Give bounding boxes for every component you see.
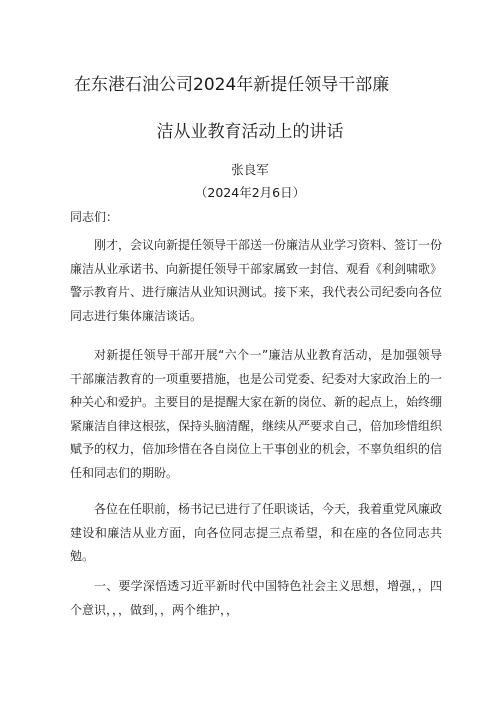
paragraph-2: 对新提任领导干部开展“六个一”廉洁从业教育活动，是加强领导干部廉洁教育的一项重要措施，也是公司党委、纪委对大家政治上的一种关心和爱护。主要目的是提醒大家在新的岗位、新的起点上，始终绷紧廉洁自律这根弦，保持头脑清醒，继续从严要求自己，倍加珍惜组织赋予的权力，倍加珍惜在各自岗位上干事创业的机会，不辜负组织的信任和同志们的期盼。: [70, 348, 443, 480]
paragraph-3: 各位在任职前，杨书记已进行了任职谈话，今天，我着重党风廉政建设和廉洁从业方面，向各位同志提三点希望，和在座的各位同志共勉。: [70, 502, 443, 563]
document-title-line-2: 洁从业教育活动上的讲话: [156, 122, 344, 142]
paragraph-4: 一、要学深悟透习近平新时代中国特色社会主义思想，增强，，四个意识，，，做到，，两个维护，，: [70, 579, 442, 617]
speech-date: （2024年2月6日）: [194, 185, 306, 200]
paragraph-1: 刚才，会议向新提任领导干部送一份廉洁从业学习资料、签订一份廉洁从业承诺书、向新提任领导干部家属致一封信、观看《利剑啸歌》警示教育片、进行廉洁从业知识测试。接下来，我代表公司纪委向各位同志进行集体廉洁谈话。: [70, 238, 443, 323]
salutation: 同志们：: [70, 210, 119, 224]
author-name: 张良军: [231, 162, 269, 177]
document-title-line-1: 在东港石油公司2024年新提任领导干部廉: [74, 75, 390, 95]
